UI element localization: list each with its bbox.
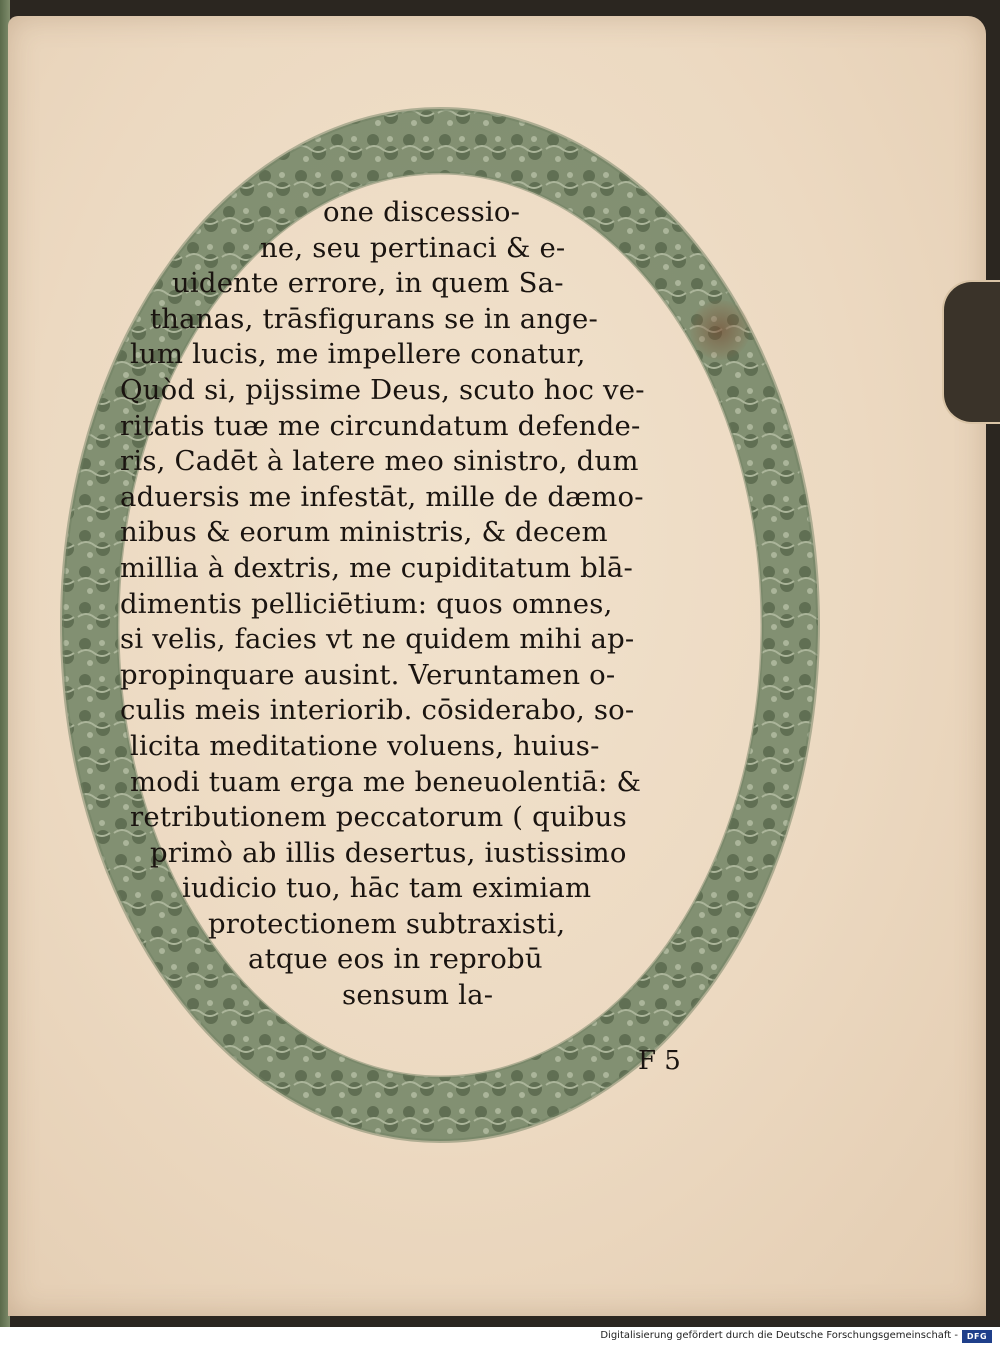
text-line: aduersis me infestāt, mille de dæmo- (120, 480, 644, 513)
text-line: uidente errore, in quem Sa- (172, 267, 564, 300)
text-line: one discessio- (323, 196, 521, 228)
text-line: modi tuam erga me beneuolentiā: & (130, 765, 642, 798)
text-line: iudicio tuo, hāc tam eximiam (182, 872, 592, 905)
text-line: thanas, trāsfigurans se in ange- (150, 302, 599, 335)
page-clasp-edge (942, 280, 1000, 424)
text-line: sensum la- (342, 979, 494, 1012)
page-text-block (120, 195, 720, 1014)
text-line: ritatis tuæ me circundatum defende- (120, 409, 641, 442)
text-line: lum lucis, me impellere conatur, (130, 338, 586, 371)
text-line: primò ab illis desertus, iustissimo (150, 836, 627, 869)
footer-bar (0, 1327, 1000, 1347)
text-line: culis meis interiorib. cōsiderabo, so- (120, 694, 635, 727)
text-line: licita meditatione voluens, huius- (130, 729, 600, 762)
text-line: retributionem peccatorum ( quibus (130, 801, 627, 834)
text-line: millia à dextris, me cupiditatum blā- (120, 551, 634, 584)
text-line: propinquare ausint. Veruntamen o- (120, 658, 616, 691)
text-line: si velis, facies vt ne quidem mihi ap- (120, 623, 635, 656)
dfg-logo-icon: DFG (962, 1330, 992, 1343)
text-line: atque eos in reprobū (248, 943, 543, 976)
text-line: dimentis pelliciētium: quos omnes, (120, 587, 613, 620)
signature-mark: F 5 (638, 1046, 681, 1076)
text-line: ris, Cadēt à latere meo sinistro, dum (120, 445, 639, 478)
text-line: protectionem subtraxisti, (208, 907, 566, 940)
text-line: ne, seu pertinaci & e- (260, 231, 566, 264)
footer-credit-text: Digitalisierung gefördert durch die Deutsche Forschungsgemeinschaft - (600, 1330, 958, 1341)
text-line: Quòd si, pijssime Deus, scuto hoc ve- (120, 373, 645, 406)
text-line: nibus & eorum ministris, & decem (120, 516, 608, 549)
